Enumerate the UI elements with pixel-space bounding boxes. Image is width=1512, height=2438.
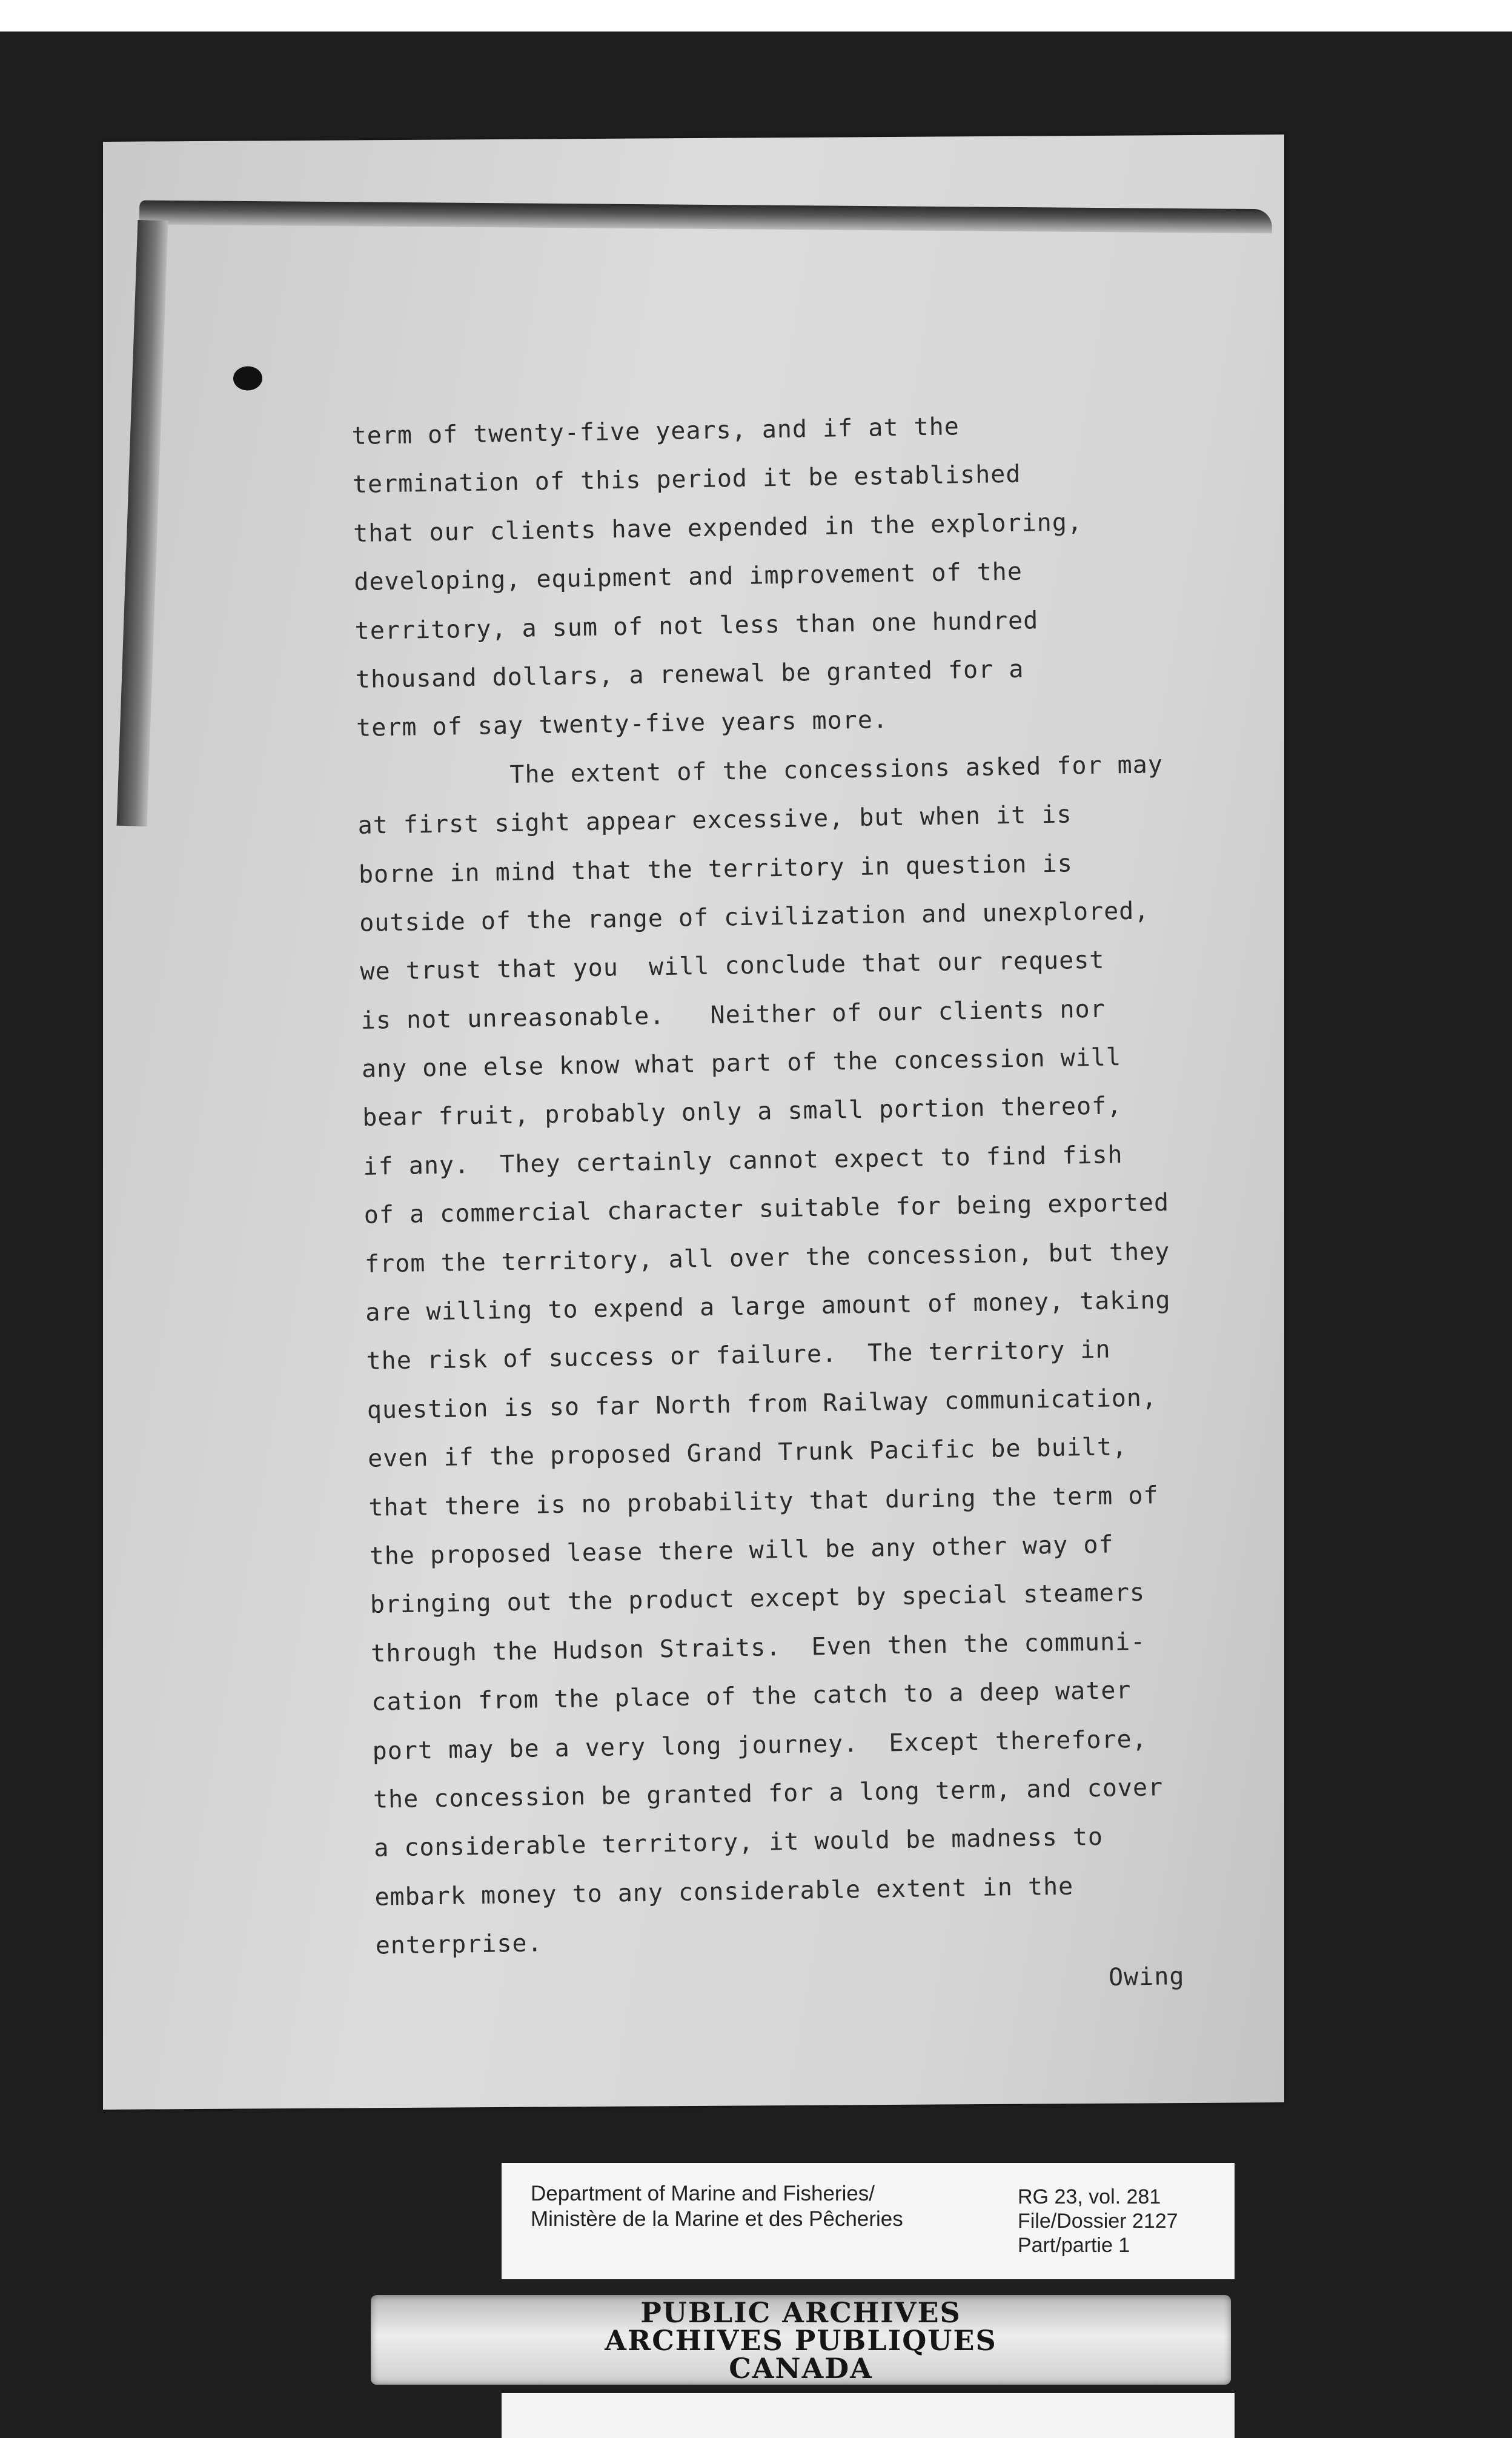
text-line: that our clients have expended in the exploring, bbox=[353, 508, 1083, 548]
stamp-line-country: CANADA bbox=[729, 2352, 873, 2385]
part-number: Part/partie 1 bbox=[1018, 2234, 1130, 2257]
text-line: bringing out the product except by special steamers bbox=[370, 1579, 1146, 1619]
record-group: RG 23, vol. 281 bbox=[1018, 2185, 1161, 2208]
text-line: developing, equipment and improvement of the bbox=[354, 557, 1023, 597]
text-line: is not unreasonable. Neither of our clients nor bbox=[360, 995, 1106, 1035]
letter-body bbox=[351, 397, 1296, 1970]
text-line: cation from the place of the catch to a deep water bbox=[371, 1676, 1132, 1716]
text-line: territory, a sum of not less than one hundred bbox=[354, 606, 1039, 645]
text-line: embark money to any considerable extent in the bbox=[374, 1872, 1074, 1912]
public-archives-stamp bbox=[371, 2295, 1231, 2385]
department-name-fr: Ministère de la Marine et des Pêcheries bbox=[531, 2207, 903, 2231]
text-line: question is so far North from Railway communication, bbox=[366, 1384, 1158, 1424]
text-line: term of say twenty-five years more. bbox=[356, 706, 889, 743]
text-line: if any. They certainly cannot expect to find fish bbox=[363, 1141, 1123, 1181]
page-fold-edge bbox=[139, 201, 1272, 234]
text-line: outside of the range of civilization and unexplored, bbox=[359, 897, 1150, 937]
text-line: that there is no probability that during the term of bbox=[368, 1481, 1159, 1522]
text-line: at first sight appear excessive, but when it is bbox=[357, 800, 1072, 840]
text-line: from the territory, all over the concession, but they bbox=[364, 1237, 1170, 1278]
text-line: through the Hudson Straits. Even then the communi- bbox=[370, 1627, 1146, 1668]
label-strip-bottom bbox=[502, 2393, 1235, 2438]
text-line: a considerable territory, it would be madness to bbox=[373, 1823, 1104, 1863]
text-line: termination of this period it be established bbox=[352, 460, 1021, 499]
text-line: thousand dollars, a renewal be granted for a bbox=[355, 655, 1024, 694]
page-left-fold bbox=[117, 220, 168, 826]
archive-reference-label bbox=[502, 2163, 1235, 2279]
text-line: bear fruit, probably only a small portion thereof, bbox=[362, 1092, 1122, 1132]
text-line: even if the proposed Grand Trunk Pacific be built, bbox=[367, 1433, 1128, 1473]
text-line: port may be a very long journey. Except therefore, bbox=[372, 1725, 1148, 1765]
catchword: Owing bbox=[1108, 1962, 1185, 1991]
text-line: any one else know what part of the concession will bbox=[361, 1043, 1122, 1083]
text-line: borne in mind that the territory in question is bbox=[358, 849, 1073, 889]
stamp-line-fr: ARCHIVES PUBLIQUES bbox=[605, 2324, 997, 2357]
text-line: we trust that you will conclude that our request bbox=[360, 946, 1105, 986]
text-line: the proposed lease there will be any other way of bbox=[369, 1530, 1114, 1570]
text-line: of a commercial character suitable for being exported bbox=[363, 1189, 1170, 1230]
text-line: the risk of success or failure. The territory in bbox=[366, 1335, 1111, 1376]
department-name bbox=[531, 2181, 903, 2232]
punch-hole bbox=[233, 366, 262, 390]
department-name-en: Department of Marine and Fisheries/ bbox=[531, 2182, 875, 2205]
text-line: term of twenty-five years, and if at the bbox=[351, 413, 960, 450]
stamp-line-en: PUBLIC ARCHIVES bbox=[640, 2296, 961, 2329]
text-line: are willing to expend a large amount of money, taking bbox=[365, 1286, 1171, 1327]
file-number: File/Dossier 2127 bbox=[1018, 2210, 1178, 2233]
record-reference bbox=[1018, 2185, 1178, 2257]
text-line: The extent of the concessions asked for may bbox=[509, 750, 1164, 789]
text-line: enterprise. bbox=[375, 1929, 543, 1960]
text-line: the concession be granted for a long term, and cover bbox=[373, 1773, 1164, 1814]
